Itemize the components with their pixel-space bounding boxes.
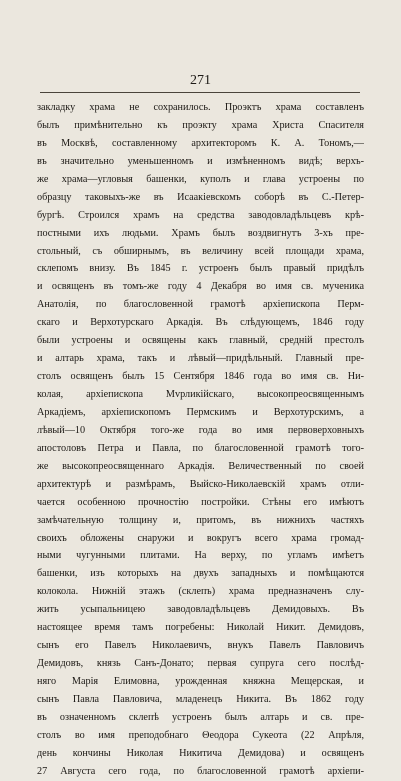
text-line: закладку храма не сохранилось. Проэктъ храма составленъ bbox=[37, 102, 364, 113]
text-line: и алтарь храма, такъ и лѣвый—придѣльный. Главный пре- bbox=[37, 353, 364, 365]
body-text bbox=[37, 99, 364, 781]
text-line: ными чугунными плитами. На верху, по угламъ имѣетъ bbox=[37, 550, 364, 562]
text-line: настоящее время тамъ погребены: Николай Никит. Демидовъ, bbox=[37, 622, 364, 634]
text-line: же высокопреосвященнаго Аркадія. Величественный по своей bbox=[37, 460, 364, 472]
text-line: замѣчательную толщину и, притомъ, въ нижнихъ частяхъ bbox=[37, 514, 364, 526]
text-line: бургѣ. Строился храмъ на средства заводовладѣльцевъ крѣ- bbox=[37, 209, 364, 221]
text-line: архитектурѣ и размѣрамъ, Выйско-Николаевскій храмъ отли- bbox=[37, 478, 364, 490]
text-line: сынъ его Павелъ Николаевичъ, внукъ Павелъ Павловичъ bbox=[37, 640, 364, 652]
text-line: постными ихъ людьми. Храмъ былъ воздвигнутъ 3-хъ пре- bbox=[37, 227, 364, 239]
text-line: въ значительно уменьшенномъ и измѣненномъ видѣ; верхъ- bbox=[37, 155, 364, 167]
text-line: стольный, съ обширнымъ, въ величину всей площади храма, bbox=[37, 245, 364, 257]
text-line: чается особенною прочностію постройки. Стѣны его имѣютъ bbox=[37, 496, 364, 508]
text-line: башенки, изъ которыхъ на двухъ западныхъ и помѣщаются bbox=[37, 568, 364, 580]
text-line: сынъ Павла Павловича, младенецъ Никита. Въ 1862 году bbox=[37, 693, 364, 705]
text-line: колая, архіепископа Мvрликійскаго, высокопреосвященнымъ bbox=[37, 389, 364, 400]
text-line: скаго и Верхотурскаго Аркадія. Въ слѣдующемъ, 1846 году bbox=[37, 317, 364, 329]
text-line: лѣвый—10 Октября того-же года во имя первоверховныхъ bbox=[37, 424, 364, 436]
text-line: Аркадіемъ, архіепископомъ Пермскимъ и Верхотурскимъ, а bbox=[37, 406, 364, 418]
text-line: колокола. Нижній этажъ (склепъ) храма предназначенъ слу- bbox=[37, 586, 364, 598]
text-line: день кончины Николая Никитича Демидова) и освященъ bbox=[37, 747, 364, 759]
text-line: склепомъ внизу. Въ 1845 г. устроенъ былъ правый придѣлъ bbox=[37, 263, 364, 275]
text-line: жить усыпальницею заводовладѣльцевъ Демидовыхъ. Въ bbox=[37, 604, 364, 616]
text-line: столъ во имя преподобнаго Θеодора Сукеота (22 Апрѣля, bbox=[37, 729, 364, 741]
text-line: же храма—угловыя башенки, куполъ и глава устроены по bbox=[37, 173, 364, 185]
text-line: и освященъ въ томъ-же году 4 Декабря во имя св. мученика bbox=[37, 281, 364, 293]
text-line: образцу таковыхъ-же въ Исаакіевскомъ соборѣ въ С.-Петер- bbox=[37, 191, 364, 203]
text-line: были устроены и освящены какъ главный, средній престолъ bbox=[37, 335, 364, 347]
text-line: въ Москвѣ, составленному архитекторомъ К. А. Тономъ,— bbox=[37, 137, 364, 149]
text-line: Демидовъ, князь Санъ-Донато; первая супруга сего послѣд- bbox=[37, 658, 364, 670]
text-line: няго Марія Елимовна, урожденная княжна Мещерская, и bbox=[37, 676, 364, 687]
header-rule bbox=[40, 92, 360, 93]
text-line: 27 Августа сего года, по благословенной грамотѣ архіепи- bbox=[37, 765, 364, 777]
page-number: 271 bbox=[190, 73, 211, 88]
text-line: своихъ обложены снаружи и вокругъ всего храма громад- bbox=[37, 532, 364, 544]
text-line: апостоловъ Петра и Павла, по благословенной грамотѣ того- bbox=[37, 442, 364, 454]
text-line: Анатолія, по благословенной грамотѣ архіепископа Перм- bbox=[37, 299, 364, 311]
text-line: въ означенномъ склепѣ устроенъ былъ алтарь и св. пре- bbox=[37, 711, 364, 723]
text-line: столъ освященъ былъ 15 Сентября 1846 года во имя св. Ни- bbox=[37, 371, 364, 383]
text-line: былъ примѣнительно къ проэкту храма Христа Спасителя bbox=[37, 119, 364, 131]
